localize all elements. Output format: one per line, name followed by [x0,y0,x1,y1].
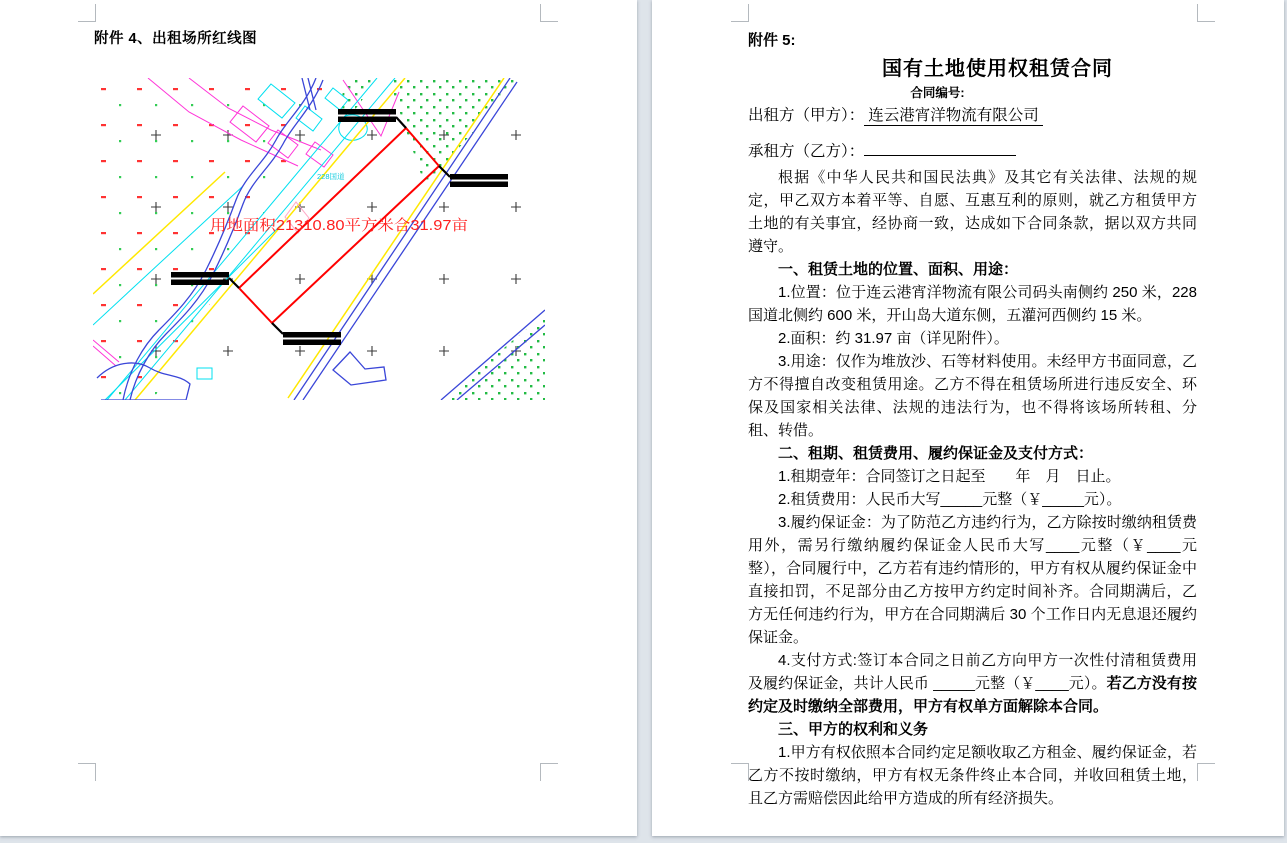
paragraph-location: 1.位置：位于连云港宵洋物流有限公司码头南侧约 250 米，228国道北侧约 600 米，开山岛大道东侧，五灌河西侧约 15 米。 [748,284,1197,324]
paragraph-rent-fee: 2.租赁费用：人民币大写_____元整（￥_____元）。 [778,491,1122,508]
text-boundary-mark [731,4,749,22]
lessee-line [748,139,1197,161]
page-attachment-5 [652,0,1284,836]
boundary-point-label [338,109,396,115]
lessor-label: 出租方（甲方）： [748,107,865,124]
paragraph-deposit: 3.履约保证金：为了防范乙方违约行为，乙方除按时缴纳租赁费用外，需另行缴纳履约保证金人民币大写____元整（￥____元整），合同履行中，乙方若有违约情形的，甲方有权从履约保证金中直接扣罚，不足部分由乙方按甲方约定时间补齐。合同期满后，乙方无任何违约行为，甲方在合同期满后 30 个工作日内无息退还履约保证金。 [748,514,1197,646]
road-name-label: 228国道 [317,172,345,181]
text-boundary-mark [540,4,558,22]
redline-map [93,78,545,400]
paragraph-term: 1.租期壹年：合同签订之日起至 年 月 日止。 [778,468,1121,485]
boundary-point-label [283,340,341,346]
paragraph-area: 2.面积：约 31.97 亩（详见附件）。 [778,330,1009,347]
attachment4-title: 附件 4、出租场所红线图 [94,31,258,47]
payment-text: 4.支付方式:签订本合同之日前乙方向甲方一次性付清租赁费用及履约保证金，共计人民币 _____元整（￥____元）。 [748,652,1197,692]
lessor-line [748,103,1197,125]
text-boundary-mark [1197,763,1215,781]
cad-map-drawing [93,78,545,400]
heading-section-3: 三、甲方的权利和义务 [778,721,929,738]
attachment5-label: 附件 5: [748,32,796,49]
paragraph-usage: 3.用途：仅作为堆放沙、石等材料使用。未经甲方书面同意，乙方不得擅自改变租赁用途。乙方不得在租赁场所进行违反安全、环保及国家相关法律、法规的违法行为，也不得将该场所转租、分租、转借。 [748,353,1197,439]
text-boundary-mark [78,4,96,22]
lessor-name: 连云港宵洋物流有限公司 [864,107,1043,126]
text-boundary-mark [1197,4,1215,22]
contract-body [748,166,1197,810]
boundary-point-label [283,332,341,338]
text-boundary-mark [78,763,96,781]
paragraph-preamble: 根据《中华人民共和国民法典》及其它有关法律、法规的规定，甲乙双方本着平等、自愿、互惠互利的原则，就乙方租赁甲方土地的有关事宜，经协商一致，达成如下合同条款，据以双方共同遵守。 [748,169,1197,255]
paragraph-payment [748,649,1197,718]
paragraph-party-a-rights: 1.甲方有权依照本合同约定足额收取乙方租金、履约保证金，若乙方不按时缴纳，甲方有权无条件终止本合同，并收回租赁土地，且乙方需赔偿因此给甲方造成的所有经济损失。 [748,744,1197,807]
heading-section-1: 一、租赁土地的位置、面积、用途： [778,261,1019,278]
boundary-point-label [450,182,508,188]
boundary-point-label [450,174,508,180]
page-attachment-4 [0,0,637,836]
contract-title: 国有土地使用权租赁合同 [882,58,1113,80]
contract-number-label: 合同编号: [910,86,965,100]
land-area-label: 用地面积21310.80平方米合31.97亩 [210,217,446,234]
text-boundary-mark [540,763,558,781]
boundary-point-label [171,272,229,278]
text-boundary-mark [731,763,749,781]
lessee-label: 承租方（乙方）： [748,143,865,160]
boundary-point-label [338,117,396,123]
boundary-point-label [171,280,229,286]
lessee-blank-line [864,141,1016,156]
payment-bold-clause: 若乙方没有按约定及时缴纳全部费用，甲方有权单方面解除本合同。 [748,675,1197,715]
heading-section-2: 二、租期、租赁费用、履约保证金及支付方式： [778,445,1094,462]
